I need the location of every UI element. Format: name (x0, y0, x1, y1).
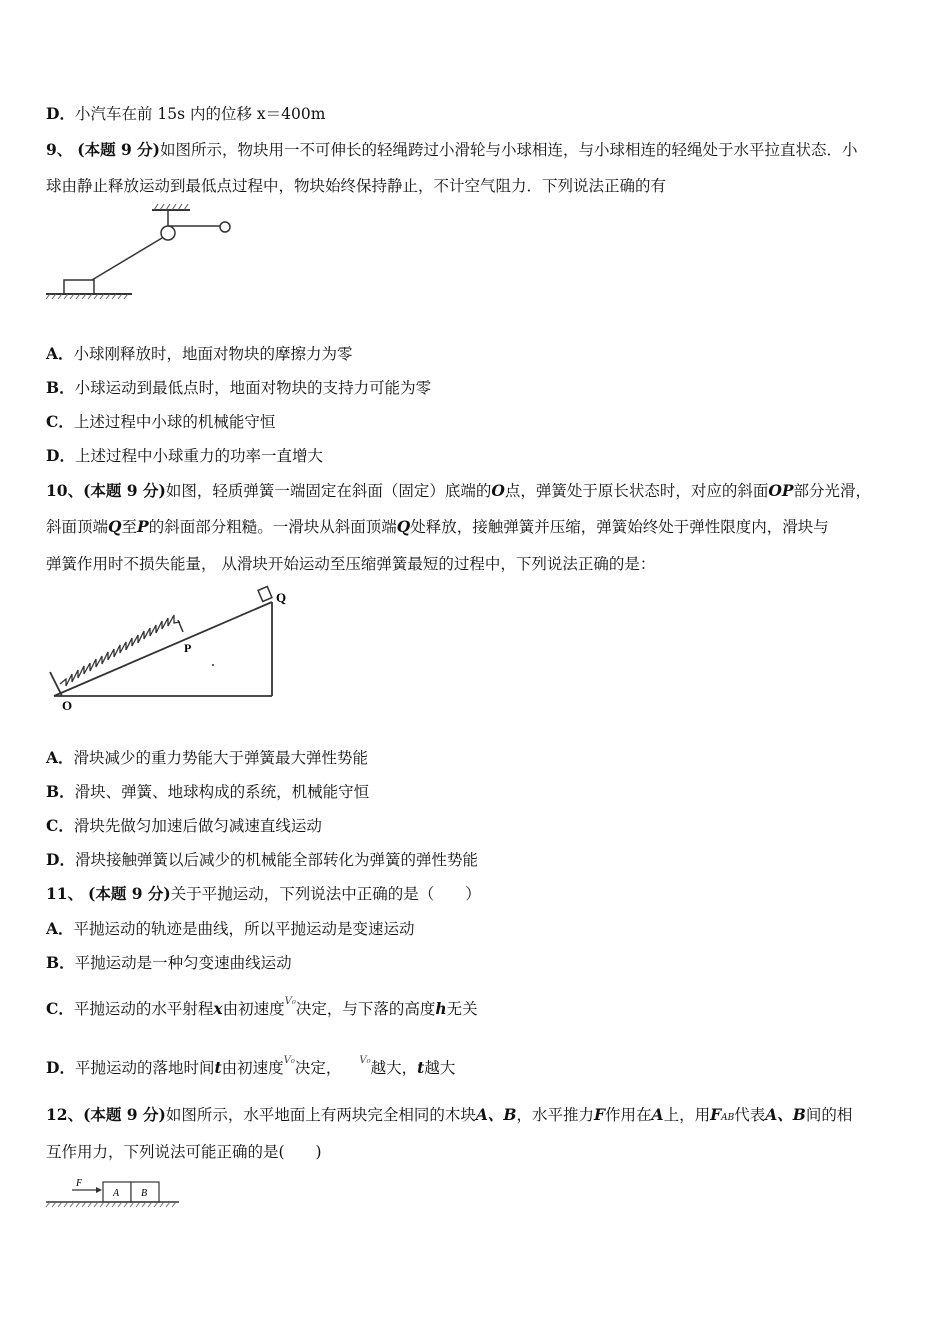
q9-option-b (46, 376, 431, 398)
option-letter: D． (46, 850, 75, 869)
question-stem: ，水平推力 (516, 1106, 594, 1124)
q11-option-d (46, 1056, 455, 1078)
question-stem: 球由静止释放运动到最低点过程中，物块始终保持静止，不计空气阻力．下列说法正确的有 (46, 177, 667, 195)
force-arrow-head (96, 1187, 102, 1193)
question-stem: 的斜面部分粗糙。一滑块从斜面顶端 (148, 518, 397, 536)
option-text: 决定，与下落的高度 (295, 1000, 436, 1018)
option-letter: B． (46, 378, 75, 397)
option-text: 滑块减少的重力势能大于弹簧最大弹性势能 (73, 749, 369, 767)
option-text: 由初速度 (221, 1059, 284, 1077)
symbol-x: x (213, 999, 223, 1018)
symbol-ab: A、B (475, 1105, 517, 1124)
spring (60, 615, 180, 686)
q12-stem-line1 (46, 1103, 852, 1125)
option-text: 上述过程中小球的机械能守恒 (73, 413, 276, 431)
label-q: Q (276, 590, 287, 605)
q10-option-b (46, 780, 369, 802)
block (64, 280, 94, 294)
option-text: 越大， (370, 1059, 418, 1077)
question-score: (本题 9 分) (77, 140, 160, 159)
option-letter: C． (46, 816, 74, 835)
symbol-t: t (417, 1058, 425, 1077)
q9-option-a (46, 342, 353, 364)
question-stem: 弹簧作用时不损失能量， 从滑块开始运动至压缩弹簧最短的过程中，下列说法正确的是： (46, 555, 656, 573)
q11-option-c (46, 997, 478, 1019)
option-text: 越大 (424, 1059, 456, 1077)
q11-option-b (46, 951, 292, 973)
question-number: 10、 (46, 481, 84, 500)
label-a: A (113, 1188, 120, 1199)
ball (220, 222, 230, 232)
rope-to-block (92, 238, 162, 280)
q9-figure (44, 200, 244, 305)
q9-stem-line1 (46, 138, 858, 160)
option-letter: C． (46, 999, 74, 1018)
option-text: 由初速度 (222, 1000, 285, 1018)
question-stem: 处释放，接触弹簧并压缩，弹簧始终处于弹性限度内，滑块与 (410, 518, 829, 536)
option-letter: D． (46, 1058, 75, 1077)
option-text: 平抛运动是一种匀变速曲线运动 (74, 954, 292, 972)
option-letter: A． (46, 919, 74, 938)
question-number: 12、 (46, 1105, 84, 1124)
option-letter: D． (46, 446, 75, 465)
option-text: 决定， (294, 1059, 342, 1077)
symbol-p: P (137, 517, 149, 536)
option-text: 小球运动到最低点时，地面对物块的支持力可能为零 (74, 379, 432, 397)
question-score: (本题 9 分) (83, 1105, 166, 1124)
option-text: 滑块先做匀加速后做匀减速直线运动 (73, 817, 322, 835)
symbol-h: h (435, 999, 447, 1018)
question-stem: 如图所示，水平地面上有两块完全相同的木块 (165, 1106, 476, 1124)
symbol-ab: A、B (765, 1105, 806, 1124)
q12-stem-line2 (46, 1140, 322, 1162)
incline-slope (54, 602, 272, 696)
q10-option-c (46, 814, 322, 836)
question-stem: 如图所示，物块用一不可伸长的轻绳跨过小滑轮与小球相连，与小球相连的轻绳处于水平拉直状态．小 (159, 141, 858, 159)
question-stem: 如图，轻质弹簧一端固定在斜面（固定）底端的 (165, 482, 492, 500)
symbol-v0: V₀ (359, 1055, 371, 1066)
q11-option-a (46, 917, 415, 939)
question-stem: 斜面顶端 (46, 518, 109, 536)
label-b: B (141, 1188, 148, 1199)
q11-stem (46, 882, 481, 904)
question-score: (本题 9 分) (83, 481, 166, 500)
option-text: 小球刚释放时，地面对物块的摩擦力为零 (73, 345, 353, 363)
spring-end (178, 620, 183, 632)
symbol-fab-subscript: AB (721, 1113, 735, 1123)
label-o: O (62, 698, 73, 713)
option-text: 上述过程中小球重力的功率一直增大 (74, 447, 323, 465)
option-text: 滑块、弹簧、地球构成的系统，机械能守恒 (74, 783, 370, 801)
q10-option-a (46, 746, 368, 768)
question-stem: 上，用 (663, 1106, 711, 1124)
symbol-q: Q (396, 517, 411, 536)
option-letter: C． (46, 412, 74, 431)
symbol-o: O (491, 481, 505, 500)
symbol-f: F (594, 1105, 606, 1124)
symbol-t: t (214, 1058, 222, 1077)
q10-option-d (46, 848, 478, 870)
label-p: P (184, 641, 192, 655)
symbol-a: A (651, 1105, 664, 1124)
question-stem: 部分光滑， (793, 482, 872, 500)
question-score: (本题 9 分) (88, 884, 171, 903)
option-letter: B． (46, 782, 75, 801)
q10-stem-line1 (46, 479, 871, 501)
question-number: 9、 (46, 140, 73, 159)
q10-figure (44, 586, 294, 716)
option-text: 平抛运动的水平射程 (73, 1000, 214, 1018)
pulley (161, 226, 175, 240)
dot (212, 664, 214, 666)
q9-option-d (46, 444, 323, 466)
symbol-op: OP (768, 481, 794, 500)
option-letter: A． (46, 748, 74, 767)
q10-stem-line3 (46, 552, 655, 574)
symbol-v0: V₀ (284, 996, 296, 1007)
option-text: 平抛运动的轨迹是曲线，所以平抛运动是变速运动 (73, 920, 415, 938)
question-stem: 作用在 (605, 1106, 652, 1124)
question-stem: 代表 (734, 1106, 766, 1124)
question-number: 11、 (46, 884, 84, 903)
option-letter: A． (46, 344, 74, 363)
q12-figure (44, 1176, 194, 1212)
symbol-q: Q (108, 517, 122, 536)
label-f: F (76, 1178, 83, 1189)
option-letter: D． (46, 104, 75, 123)
option-text: 平抛运动的落地时间 (74, 1059, 215, 1077)
symbol-v0: V₀ (283, 1055, 295, 1066)
q10-stem-line2 (46, 515, 829, 537)
question-stem: 至 (121, 518, 138, 536)
option-letter: B． (46, 953, 75, 972)
option-text: 无关 (446, 1000, 478, 1018)
symbol-fab: F (710, 1105, 722, 1124)
question-stem: 点，弹簧处于原长状态时，对应的斜面 (504, 482, 769, 500)
option-text: 小汽车在前 15s 内的位移 x＝400m (74, 105, 326, 123)
question-stem: 互作用力，下列说法可能正确的是( ) (46, 1143, 322, 1161)
q8-option-d (46, 102, 325, 124)
question-stem: 间的相 (805, 1106, 853, 1124)
question-stem: 关于平抛运动，下列说法中正确的是（ ） (170, 885, 481, 903)
q9-option-c (46, 410, 275, 432)
option-text: 滑块接触弹簧以后减少的机械能全部转化为弹簧的弹性势能 (74, 851, 478, 869)
q9-stem-line2 (46, 174, 666, 196)
slider-block (258, 587, 272, 602)
